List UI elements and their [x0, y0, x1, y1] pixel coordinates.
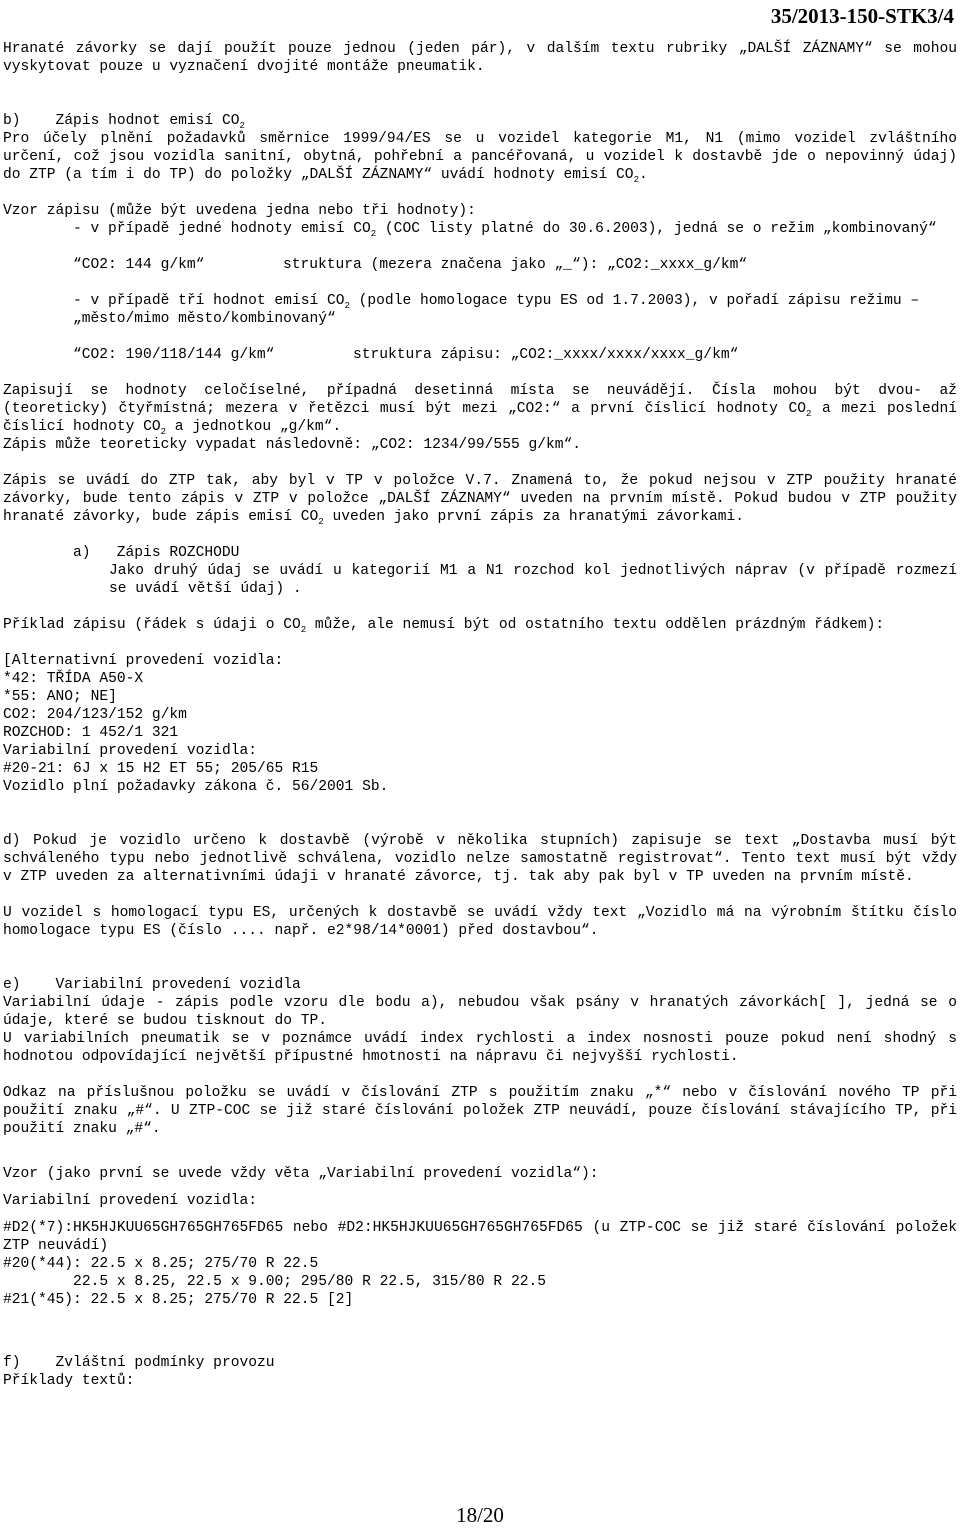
example-line-21: #21(*45): 22.5 x 8.25; 275/70 R 22.5 [2] — [3, 1292, 354, 1308]
section-b-heading: b) Zápis hodnot emisí $CO_2$ — [3, 113, 245, 131]
example-line: *42: TŘÍDA A50-X — [3, 671, 144, 687]
example-line-20-cont: 22.5 x 8.25, 22.5 x 9.00; 295/80 R 22.5, 315/80 R 22.5 — [3, 1274, 546, 1290]
example-record — [3, 652, 957, 796]
example-value: “CO2: 144 g/km“ — [73, 257, 205, 273]
example-line-d2: #D2(*7):HK5HJKUU65GH765GH765FD65 nebo #D2:HK5HJKUU65GH765GH765FD65 (u ZTP-COC se již staré číslování položek ZTP neuvádí) — [3, 1220, 957, 1254]
section-e-heading: e) Variabilní provedení vozidla — [3, 977, 301, 993]
section-e-reference-paragraph: Odkaz na příslušnou položku se uvádí v číslování ZTP s použitím znaku „*“ nebo v číslování nového TP při použití znaku „#“. U ZTP-COC se již staré číslování položek ZTP neuvádí, pouze číslování stávajícího TP, při použití znaku „#“. — [3, 1085, 957, 1137]
example-line: Vozidlo plní požadavky zákona č. 56/2001 Sb. — [3, 779, 389, 795]
three-values-note: - v případě tří hodnot emisí $CO_2$ (podle homologace typu ES od 1.7.2003), v pořadí zápisu režimu – „město/mimo město/kombinovaný“ — [73, 293, 920, 327]
section-f-heading: f) Zvláštní podmínky provozu — [3, 1355, 275, 1371]
section-f-sub: Příklady textů: — [3, 1373, 135, 1389]
section-d-es-paragraph: U vozidel s homologací typu ES, určených k dostavbě se uvádí vždy text „Vozidlo má na výrobním štítku číslo homologace typu ES (číslo .... např. e2*98/14*0001) před dostavbou“. — [3, 905, 957, 939]
example-structure: struktura (mezera značena jako „_“): „CO2:_xxxx_g/km“ — [283, 257, 748, 273]
ztp-placement-paragraph: Zápis se uvádí do ZTP tak, aby byl v TP v položce V.7. Znamená to, že pokud nejsou v ZTP použity hranaté závorky, bude tento zápis v ZTP v položce „DALŠÍ ZÁZNAMY“ uveden na prvním místě. Pokud budou v ZTP použity hranaté závorky, bude zápis emisí $CO_2$ uveden jako první zápis za hranatými závorkami. — [3, 473, 957, 527]
section-d-paragraph: d) Pokud je vozidlo určeno k dostavbě (výrobě v několika stupních) zapisuje se text „Dostavba musí být schváleného typu nebo jednotlivě schválena, vozidlo nelze samostatně registrovat“. Tento text musí být vždy v ZTP uveden za alternativními údaji v hranaté závorce, tj. tak aby pak byl v TP uveden na prvním místě. — [3, 833, 957, 885]
rozchod-text: Jako druhý údaj se uvádí u kategorií M1 a N1 rozchod kol jednotlivých náprav (v případě rozmezí se uvádí větší údaj) . — [109, 563, 957, 597]
priklad-paragraph: Příklad zápisu (řádek s údaji o $CO_2$ může, ale nemusí být od ostatního textu oddělen prázdným řádkem): — [3, 617, 885, 635]
example-line-20: #20(*44): 22.5 x 8.25; 275/70 R 22.5 — [3, 1256, 319, 1272]
section-e-vzor-line: Variabilní provedení vozidla: — [3, 1193, 257, 1209]
document-body — [3, 40, 957, 1390]
document-page — [3, 0, 958, 1527]
page-number: 18/20 — [456, 1503, 504, 1527]
section-b-paragraph: Pro účely plnění požadavků směrnice 1999/94/ES se u vozidel kategorie M1, N1 (mimo vozidel zvláštního určení, což jsou vozidla sanitní, obytná, pohřební a pancéřovaná, u vozidel k dostavbě jde o nepovinný údaj) do ZTP (a tím i do TP) do položky „DALŠÍ ZÁZNAMY“ uvádí hodnoty emisí $CO_2$. — [3, 131, 957, 185]
rozchod-heading: a) Zápis ROZCHODU — [73, 545, 240, 561]
example-line: CO2: 204/123/152 g/km — [3, 707, 187, 723]
example-single-value — [73, 256, 957, 274]
example-structure: struktura zápisu: „CO2:_xxxx/xxxx/xxxx_g/km“ — [353, 347, 739, 363]
section-e-vzor: Vzor (jako první se uvede vždy věta „Variabilní provedení vozidla“): — [3, 1166, 599, 1182]
vzor-title: Vzor zápisu (může být uvedena jedna nebo tři hodnoty): — [3, 203, 476, 219]
example-line: ROZCHOD: 1 452/1 321 — [3, 725, 179, 741]
document-number: 35/2013-150-STK3/4 — [770, 4, 954, 28]
example-three-values — [73, 346, 957, 364]
example-line: Variabilní provedení vozidla: — [3, 743, 257, 759]
example-line: [Alternativní provedení vozidla: — [3, 653, 284, 669]
intro-paragraph: Hranaté závorky se dají použít pouze jednou (jeden pár), v dalším textu rubriky „DALŠÍ ZÁZNAMY“ se mohou vyskytovat pouze u vyznačení dvojité montáže pneumatik. — [3, 41, 957, 75]
example-value: “CO2: 190/118/144 g/km“ — [73, 347, 275, 363]
integer-values-paragraph: Zapisují se hodnoty celočíselné, případná desetinná místa se neuvádějí. Čísla mohou být dvou- až (teoreticky) čtyřmístná; mezera v řetězci musí být mezi „CO2:“ a první číslicí hodnoty $CO_2$ a mezi poslední číslicí hodnoty $CO_2$ a jednotkou „g/km“. — [3, 383, 958, 437]
theoretical-example: Zápis může teoreticky vypadat následovně: „CO2: 1234/99/555 g/km“. — [3, 437, 582, 453]
section-e-paragraph: Variabilní údaje - zápis podle vzoru dle bodu a), nebudou však psány v hranatých závorkách[ ], jedná se o údaje, které se budou tisknout do TP. — [3, 995, 957, 1029]
example-line: *55: ANO; NE] — [3, 689, 117, 705]
single-value-note: - v případě jedné hodnoty emisí $CO_2$ (COC listy platné do 30.6.2003), jedná se o režim „kombinovaný“ — [73, 221, 937, 239]
section-e-tyre-paragraph: U variabilních pneumatik se v poznámce uvádí index rychlosti a index nosnosti pouze pokud není shodný s hodnotou odpovídající největší přípustné hmotnosti na nápravu či nejvyšší rychlosti. — [3, 1031, 957, 1065]
example-line: #20-21: 6J x 15 H2 ET 55; 205/65 R15 — [3, 761, 319, 777]
